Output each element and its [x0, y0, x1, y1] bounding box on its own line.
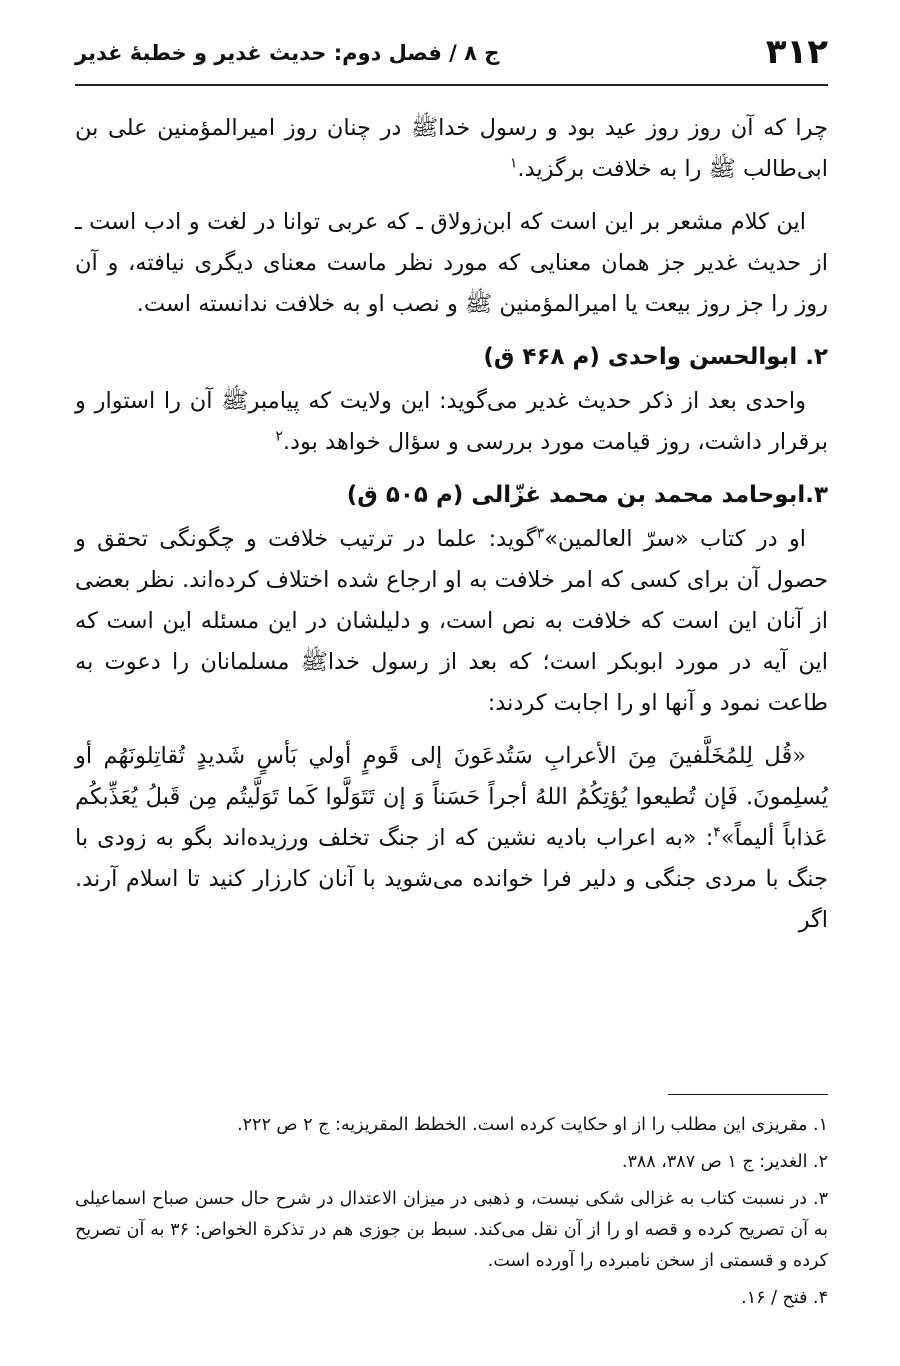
paragraph-4	[75, 519, 828, 724]
footnotes	[75, 1110, 828, 1320]
footnote-2: ۲. الغدیر: ج ۱ ص ۳۸۷، ۳۸۸.	[621, 1152, 828, 1172]
footnote-ref-4[interactable]: ۴	[713, 824, 721, 841]
page-number: ۳۱۲	[765, 32, 828, 72]
paragraph-1	[75, 108, 828, 190]
paragraph-3-text: واحدی بعد از ذکر حدیث غدیر می‌گوید: این ولایت که پیامبرﷺ آن را استوار و برقرار داشت، روز قیامت مورد بررسی و سؤال خواهد بود.	[75, 388, 828, 455]
paragraph-5-translation: : «به اعراب بادیه نشین که از جنگ تخلف ورزیده‌اند بگو به زودی با جنگ با مردی جنگی و دلیر فرا خوانده می‌شوید با آنان کارزار کنید تا اسلام آرند. اگر	[75, 825, 828, 933]
section-heading-3: ۳.ابوحامد محمد بن محمد غزّالی (م ۵۰۵ ق)	[346, 482, 828, 508]
paragraph-5	[75, 736, 828, 941]
footnote-4: ۴. فتح / ۱۶.	[741, 1288, 828, 1308]
footnote-ref-2[interactable]: ۲	[275, 428, 283, 445]
paragraph-2: این کلام مشعر بر این است که ابن‌زولاق ـ که عربی توانا در لغت و ادب است ـ از حدیث غدیر جز همان معنایی که مورد نظر ماست معنای دیگری نیافته، و آن روز را جز روز بیعت یا امیرالمؤمنین ﷺ و نصب او به خلافت ندانسته است.	[75, 209, 828, 317]
running-title: ج ۸ / فصل دوم: حدیث غدیر و خطبهٔ غدیر	[75, 41, 500, 65]
footnote-ref-3[interactable]: ۳	[536, 525, 545, 542]
main-text	[75, 108, 828, 941]
book-page	[75, 28, 828, 1366]
footnote-3: ۳. در نسبت کتاب به غزالی شکی نیست، و ذهبی در میزان الاعتدال در شرح حال حسن صباح اسماعیلی به آن تصریح کرده و قصه او را از آن نقل می‌کند. سبط بن جوزی هم در تذکرة الخواص: ۳۶ به آن تصریح کرده و قسمتی از سخن نامبرده را آورده است.	[75, 1189, 828, 1271]
footnote-1: ۱. مقریزی این مطلب را از او حکایت کرده است. الخطط المقریزیه: ج ۲ ص ۲۲۲.	[237, 1115, 828, 1135]
paragraph-4-text-a: او در کتاب «سرّ العالمین»	[544, 526, 806, 552]
paragraph-3	[75, 381, 828, 463]
section-heading-2: ۲. ابوالحسن واحدی (م ۴۶۸ ق)	[483, 344, 828, 370]
paragraph-4-text-b: گوید: علما در ترتیب خلافت و چگونگی تحقق و حصول آن برای کسی که امر خلافت به او ارجاع شده اختلاف کرده‌اند. نظر بعضی از آنان این است که خلافت به نص است، و دلیلشان در این مسئله این است که این آیه در مورد ابوبکر است؛ که بعد از رسول خداﷺ مسلمانان را دعوت به طاعت نمود و آنها او را اجابت کردند:	[75, 526, 828, 716]
page-header	[75, 28, 828, 86]
footnote-divider	[668, 1094, 828, 1095]
footnote-ref-1[interactable]: ۱	[509, 155, 518, 172]
quran-verse: «قُل لِلمُخَلَّفينَ مِنَ الأعرابِ سَتُدعَونَ إلى قَومٍ أولي بَأسٍ شَديدٍ تُقاتِلونَهُم أو يُسلِمونَ. فَإن تُطيعوا يُؤتِكُمُ اللهُ أجراً حَسَناً وَ إن تَتَوَلَّوا كَما تَوَلَّيتُم مِن قَبلُ يُعَذِّبكُم عَذاباً أليماً»	[75, 743, 828, 851]
paragraph-1-text: چرا که آن روز روز عید بود و رسول خداﷺ در چنان روز امیرالمؤمنین علی بن ابی‌طالب ﷺ را به خلافت برگزید.	[75, 115, 828, 182]
